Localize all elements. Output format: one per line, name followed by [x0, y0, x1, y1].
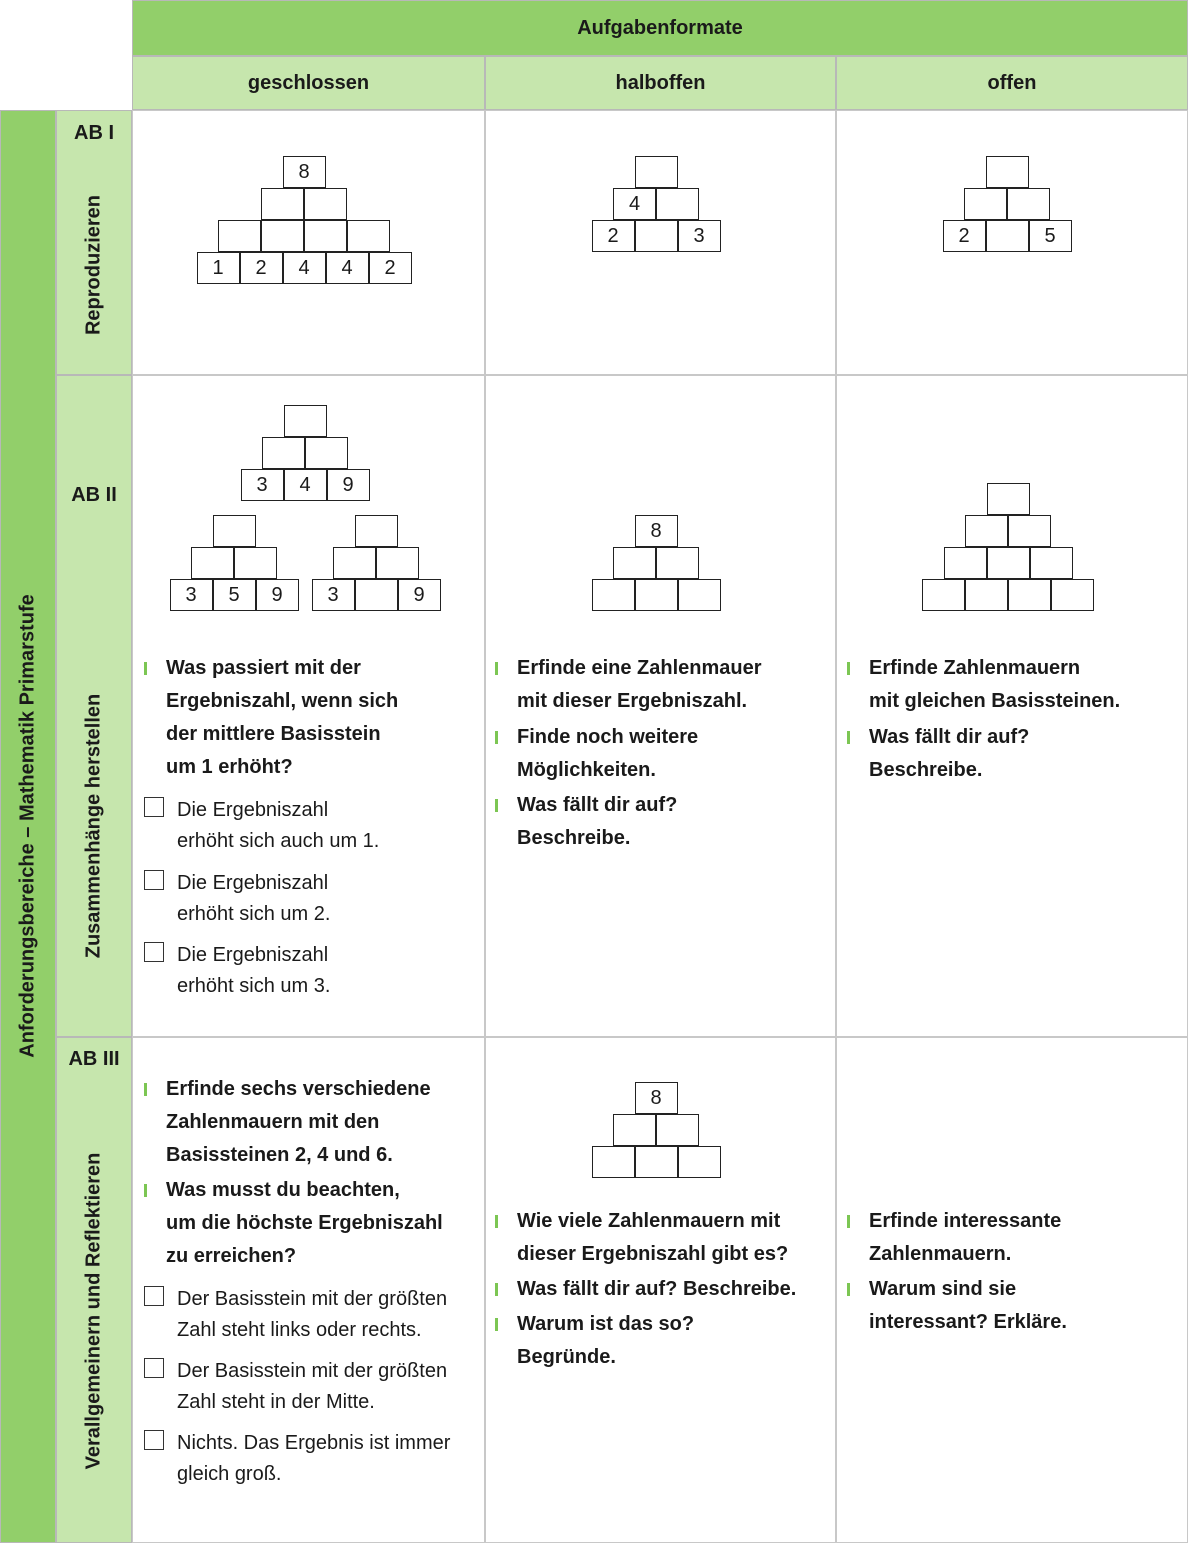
ab3-closed-bullet-1: Erfinde sechs verschiedene Zahlenmauern mit den Basissteinen 2, 4 und 6.: [166, 1073, 431, 1172]
wall-brick: 8: [635, 1082, 678, 1114]
wall-brick: 4: [613, 188, 656, 220]
wall-brick: 2: [240, 252, 283, 284]
wall-brick: [635, 579, 678, 611]
wall-brick: [355, 515, 398, 547]
wall-brick: [656, 188, 699, 220]
wall-brick: [1051, 579, 1094, 611]
wall-brick: [592, 579, 635, 611]
ab3-open-bullet-2: Warum sind sie interessant? Erkläre.: [869, 1273, 1067, 1339]
number-wall-ab2-closed-right: [312, 515, 441, 611]
ab2-row-label: Zusammenhänge herstellen: [82, 693, 105, 959]
wall-brick: [1008, 579, 1051, 611]
wall-brick: [355, 579, 398, 611]
ab2-label: AB II: [71, 484, 117, 506]
ab3-half-bullet-2: Was fällt dir auf? Beschreibe.: [517, 1273, 796, 1306]
wall-brick: [213, 515, 256, 547]
ab3-closed-option-2[interactable]: Der Basisstein mit der größten Zahl steht in der Mitte.: [177, 1356, 447, 1418]
wall-brick: 3: [678, 220, 721, 252]
wall-brick: [304, 220, 347, 252]
ab3-half-bullet-1: Wie viele Zahlenmauern mit dieser Ergebniszahl gibt es?: [517, 1205, 788, 1271]
wall-brick: [635, 156, 678, 188]
ab2-open-bullet-2: Was fällt dir auf? Beschreibe.: [869, 721, 1029, 787]
wall-brick: [234, 547, 277, 579]
wall-brick: [1007, 188, 1050, 220]
wall-brick: [635, 1146, 678, 1178]
wall-brick: 3: [312, 579, 355, 611]
number-wall-ab3-half: [592, 1082, 721, 1178]
wall-brick: [986, 156, 1029, 188]
wall-brick: [613, 547, 656, 579]
ab3-row-label: Verallgemeinern und Reflektieren: [82, 1152, 105, 1470]
wall-brick: 1: [197, 252, 240, 284]
wall-brick: [262, 437, 305, 469]
wall-brick: 2: [943, 220, 986, 252]
wall-brick: [987, 547, 1030, 579]
wall-brick: [218, 220, 261, 252]
wall-brick: [592, 1146, 635, 1178]
wall-brick: [333, 547, 376, 579]
wall-brick: [965, 579, 1008, 611]
column-header-offen: offen: [836, 56, 1188, 110]
ab1-row-label: Reproduzieren: [82, 194, 105, 336]
wall-brick: [964, 188, 1007, 220]
ab3-open-bullet-1: Erfinde interessante Zahlenmauern.: [869, 1205, 1061, 1271]
wall-brick: 9: [398, 579, 441, 611]
column-header-geschlossen: geschlossen: [132, 56, 485, 110]
wall-brick: 5: [213, 579, 256, 611]
wall-brick: 8: [283, 156, 326, 188]
wall-brick: [261, 188, 304, 220]
wall-brick: [284, 405, 327, 437]
header-title: Aufgabenformate: [132, 0, 1188, 56]
ab3-closed-bullet-2: Was musst du beachten, um die höchste Ergebniszahl zu erreichen?: [166, 1174, 443, 1273]
wall-brick: [191, 547, 234, 579]
wall-brick: 3: [170, 579, 213, 611]
ab3-closed-option-3[interactable]: Nichts. Das Ergebnis ist immer gleich groß.: [177, 1428, 450, 1490]
wall-brick: 9: [256, 579, 299, 611]
wall-brick: [922, 579, 965, 611]
wall-brick: [635, 220, 678, 252]
wall-brick: [261, 220, 304, 252]
wall-brick: 2: [592, 220, 635, 252]
wall-brick: [965, 515, 1008, 547]
wall-brick: [376, 547, 419, 579]
ab1-label: AB I: [74, 122, 114, 144]
number-wall-ab2-open: [922, 483, 1094, 611]
ab2-closed-option-3[interactable]: Die Ergebniszahl erhöht sich um 3.: [177, 940, 330, 1002]
wall-brick: 3: [241, 469, 284, 501]
ab2-closed-question: Was passiert mit der Ergebniszahl, wenn sich der mittlere Basisstein um 1 erhöht?: [166, 652, 398, 784]
number-wall-ab1-closed: [197, 156, 412, 284]
ab2-half-bullet-1: Erfinde eine Zahlenmauer mit dieser Ergebniszahl.: [517, 652, 762, 718]
wall-brick: [347, 220, 390, 252]
wall-brick: [987, 483, 1030, 515]
wall-brick: [305, 437, 348, 469]
wall-brick: 4: [284, 469, 327, 501]
wall-brick: [656, 547, 699, 579]
wall-brick: 2: [369, 252, 412, 284]
wall-brick: 5: [1029, 220, 1072, 252]
wall-brick: [1008, 515, 1051, 547]
wall-brick: [678, 579, 721, 611]
wall-brick: 8: [635, 515, 678, 547]
wall-brick: [986, 220, 1029, 252]
wall-brick: [944, 547, 987, 579]
number-wall-ab2-half: [592, 515, 721, 611]
number-wall-ab1-half: [592, 156, 721, 252]
ab3-label: AB III: [68, 1048, 120, 1070]
ab2-closed-option-1[interactable]: Die Ergebniszahl erhöht sich auch um 1.: [177, 795, 379, 857]
ab3-closed-option-1[interactable]: Der Basisstein mit der größten Zahl steht links oder rechts.: [177, 1284, 447, 1346]
wall-brick: [613, 1114, 656, 1146]
number-wall-ab2-closed-top: [241, 405, 370, 501]
number-wall-ab1-open: [943, 156, 1072, 252]
ab2-half-bullet-3: Was fällt dir auf? Beschreibe.: [517, 789, 677, 855]
ab2-closed-option-2[interactable]: Die Ergebniszahl erhöht sich um 2.: [177, 868, 330, 930]
ab2-open-bullet-1: Erfinde Zahlenmauern mit gleichen Basissteinen.: [869, 652, 1120, 718]
number-wall-ab2-closed-left: [170, 515, 299, 611]
wall-brick: [678, 1146, 721, 1178]
wall-brick: 9: [327, 469, 370, 501]
wall-brick: [1030, 547, 1073, 579]
side-main-label: Anforderungsbereiche – Mathematik Primarstufe: [16, 594, 39, 1058]
wall-brick: 4: [283, 252, 326, 284]
wall-brick: [304, 188, 347, 220]
ab2-half-bullet-2: Finde noch weitere Möglichkeiten.: [517, 721, 698, 787]
column-header-halboffen: halboffen: [485, 56, 836, 110]
wall-brick: 4: [326, 252, 369, 284]
ab3-half-bullet-3: Warum ist das so? Begründe.: [517, 1308, 694, 1374]
wall-brick: [656, 1114, 699, 1146]
